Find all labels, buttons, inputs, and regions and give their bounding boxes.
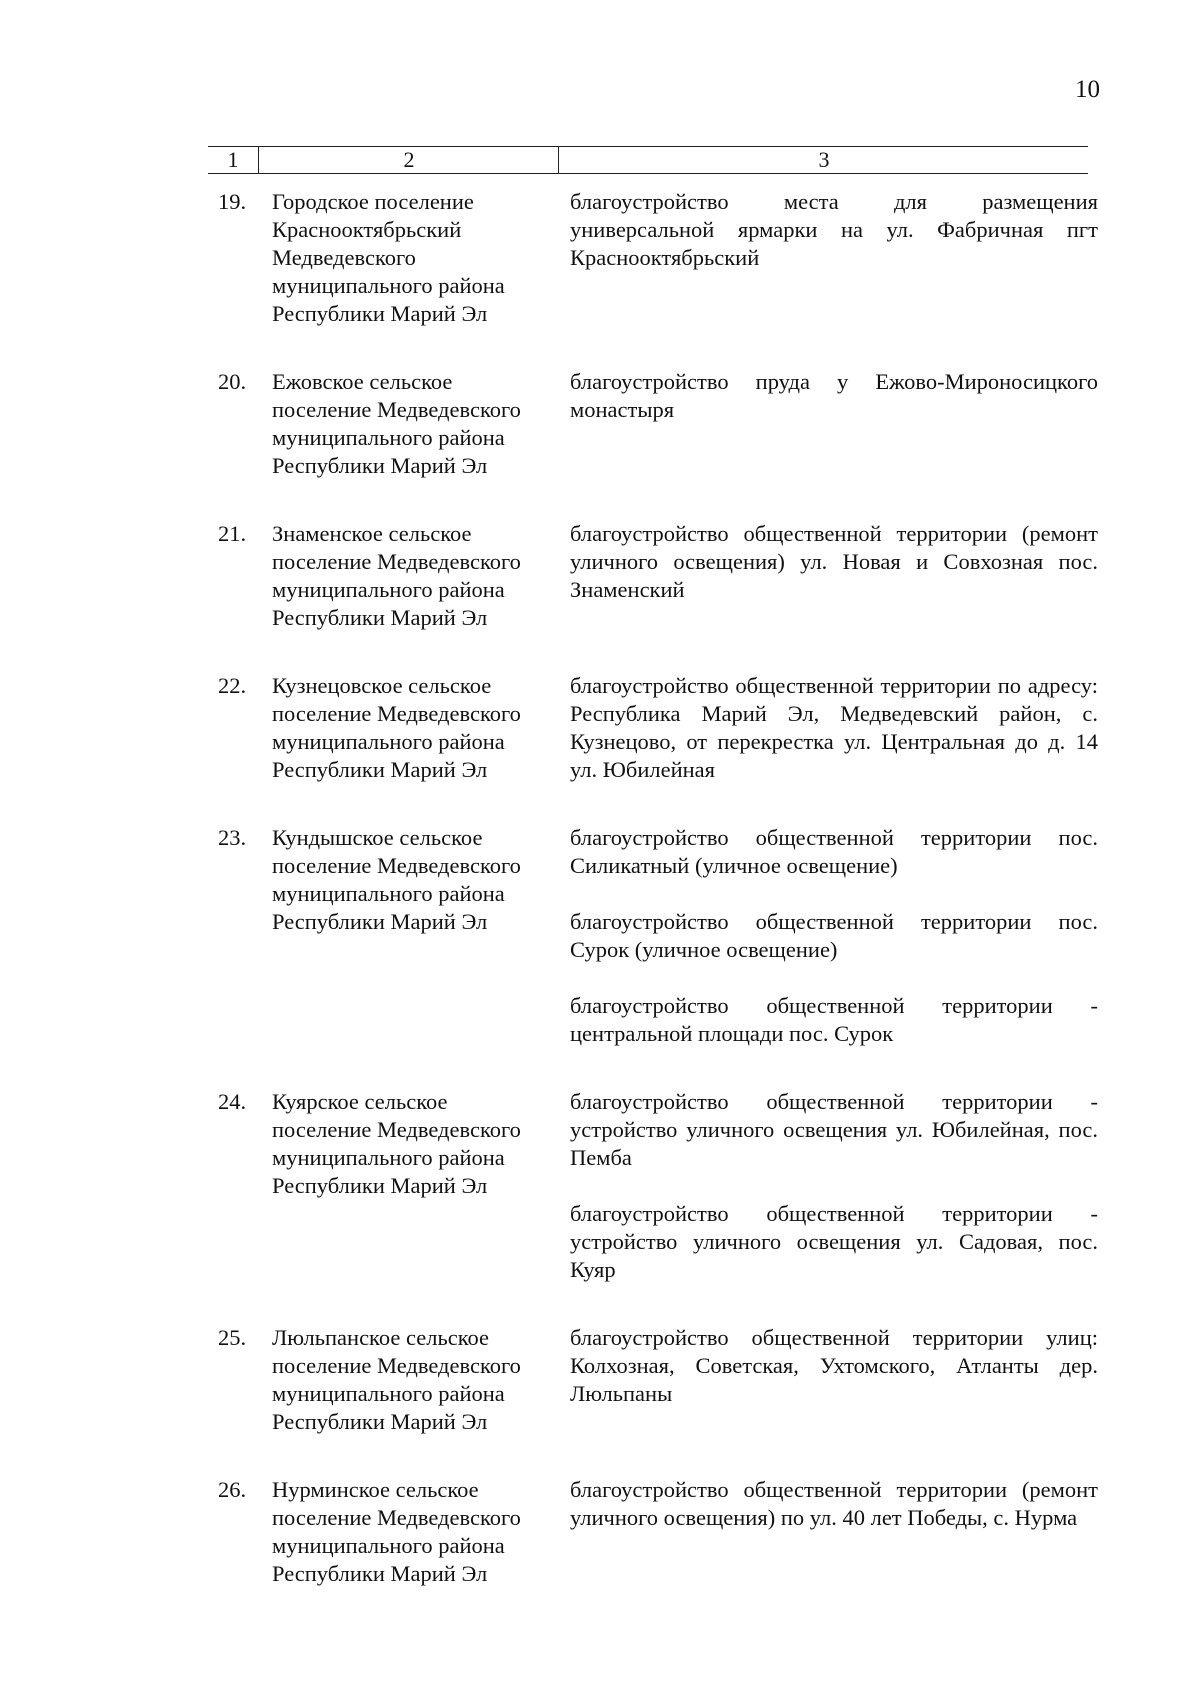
row-number: 20.: [218, 369, 247, 394]
row-number: 22.: [218, 673, 247, 698]
improvement-item: благоустройство общественной территории - устройство уличного освещения ул. Юбилейная, пос. Пемба: [570, 1089, 1098, 1170]
settlement-name: Ежовское сельское поселение Медведевского муниципального района Республики Марий Эл: [272, 369, 521, 478]
settlement-name: Городское поселение Краснооктябрьский Медведевского муниципального района Республики Марий Эл: [272, 189, 505, 326]
improvement-list: [558, 1324, 1098, 1436]
improvement-list: [558, 368, 1098, 480]
improvement-item: благоустройство общественной территории пос. Силикатный (уличное освещение): [570, 825, 1098, 878]
table-row: [208, 520, 1098, 632]
row-number: 25.: [218, 1325, 247, 1350]
improvement-item: благоустройство общественной территории (ремонт уличного освещения) ул. Новая и Совхозная пос. Знаменский: [570, 521, 1098, 602]
table-row: [208, 188, 1098, 328]
improvement-item: благоустройство пруда у Ежово-Мироносицкого монастыря: [570, 369, 1098, 422]
improvement-item: благоустройство места для размещения универсальной ярмарки на ул. Фабричная пгт Краснооктябрьский: [570, 189, 1098, 270]
settlement-name: Кундышское сельское поселение Медведевского муниципального района Республики Марий Эл: [272, 825, 521, 934]
improvement-item: благоустройство общественной территории - центральной площади пос. Сурок: [570, 993, 1098, 1046]
settlement-name: Люльпанское сельское поселение Медведевского муниципального района Республики Марий Эл: [272, 1325, 521, 1434]
table-header: [208, 146, 1088, 174]
table-row: [208, 1324, 1098, 1436]
header-col-1: 1: [227, 147, 239, 172]
table-row: [208, 672, 1098, 784]
improvement-item: благоустройство общественной территории (ремонт уличного освещения) по ул. 40 лет Победы, с. Нурма: [570, 1477, 1098, 1530]
settlement-name: Знаменское сельское поселение Медведевского муниципального района Республики Марий Эл: [272, 521, 521, 630]
improvement-list: [558, 1476, 1098, 1588]
table-row: [208, 1088, 1098, 1284]
improvement-item: благоустройство общественной территории улиц: Колхозная, Советская, Ухтомского, Атланты дер. Люльпаны: [570, 1325, 1098, 1406]
row-number: 19.: [218, 189, 247, 214]
table-body: [0, 188, 1200, 1628]
settlement-name: Куярское сельское поселение Медведевского муниципального района Республики Марий Эл: [272, 1089, 521, 1198]
improvement-item: благоустройство общественной территории по адресу: Республика Марий Эл, Медведевский район, с. Кузнецово, от перекрестка ул. Центральная до д. 14 ул. Юбилейная: [570, 673, 1098, 782]
improvement-item: благоустройство общественной территории пос. Сурок (уличное освещение): [570, 909, 1098, 962]
table-row: [208, 1476, 1098, 1588]
settlement-name: Кузнецовское сельское поселение Медведевского муниципального района Республики Марий Эл: [272, 673, 521, 782]
header-col-3: 3: [558, 147, 1089, 173]
row-number: 24.: [218, 1089, 247, 1114]
table-row: [208, 824, 1098, 1048]
improvement-list: [558, 520, 1098, 632]
row-number: 26.: [218, 1477, 247, 1502]
improvement-list: [558, 1088, 1098, 1284]
improvement-item: благоустройство общественной территории - устройство уличного освещения ул. Садовая, пос. Куяр: [570, 1201, 1098, 1282]
improvement-list: [558, 824, 1098, 1048]
table-row: [208, 368, 1098, 480]
improvement-list: [558, 672, 1098, 784]
row-number: 23.: [218, 825, 247, 850]
header-col-2: 2: [258, 147, 559, 173]
settlement-name: Нурминское сельское поселение Медведевского муниципального района Республики Марий Эл: [272, 1477, 521, 1586]
row-number: 21.: [218, 521, 247, 546]
page-number: 10: [1075, 76, 1100, 103]
improvement-list: [558, 188, 1098, 328]
